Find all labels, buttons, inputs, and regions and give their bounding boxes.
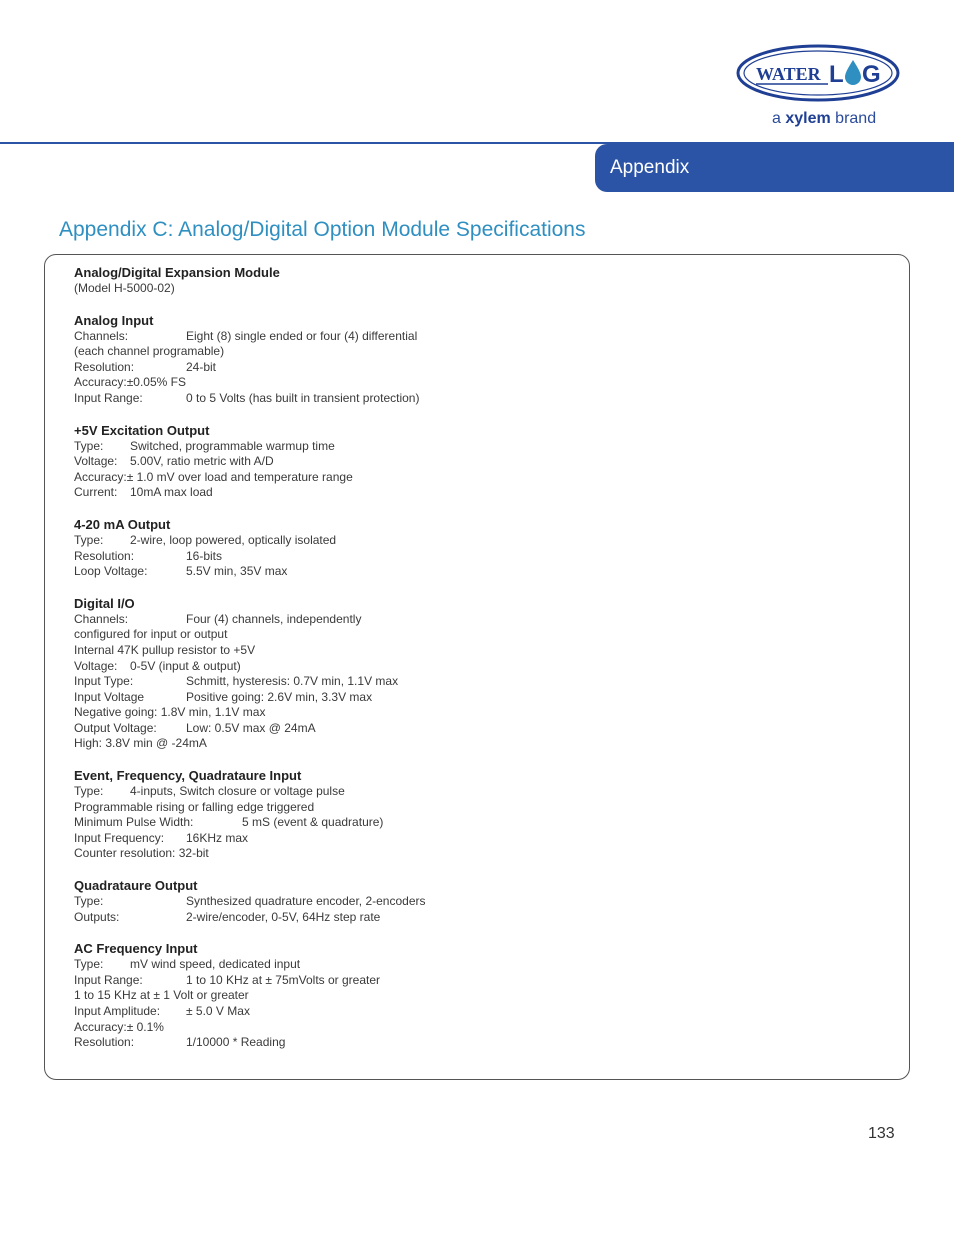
ac-input-section <box>74 941 894 1051</box>
spec-row: Loop Voltage: 5.5V min, 35V max <box>74 564 288 579</box>
ma-output-title: 4-20 mA Output <box>74 516 171 532</box>
spec-row: Voltage: 5.00V, ratio metric with A/D <box>74 454 274 469</box>
spec-row: Accuracy:± 1.0 mV over load and temperature range <box>74 469 353 484</box>
spec-row: Type: mV wind speed, dedicated input <box>74 957 301 972</box>
brand-tagline: a xylem brand <box>772 110 877 127</box>
spec-row: Current: 10mA max load <box>74 485 213 500</box>
spec-row: Minimum Pulse Width: 5 mS (event & quadrature) <box>74 815 384 830</box>
spec-row: Input Amplitude: ± 5.0 V Max <box>74 1004 250 1018</box>
spec-row: Input Range: 1 to 10 KHz at ± 75mVolts or greater <box>74 972 381 987</box>
svg-text:G: G <box>862 61 881 88</box>
spec-row: Voltage: 0-5V (input & output) <box>74 658 241 673</box>
spec-row: Type: Synthesized quadrature encoder, 2-encoders <box>74 894 426 909</box>
ma-output-section <box>74 517 894 580</box>
excitation-title: +5V Excitation Output <box>74 422 210 438</box>
spec-row: Output Voltage: Low: 0.5V max @ 24mA <box>74 720 316 735</box>
event-input-section <box>74 768 894 862</box>
spec-row: Type: 4-inputs, Switch closure or voltage pulse <box>74 784 345 799</box>
spec-row: Resolution: 16-bits <box>74 548 223 563</box>
spec-row: Resolution: 1/10000 * Reading <box>74 1035 286 1050</box>
spec-note: High: 3.8V min @ -24mA <box>74 736 207 751</box>
spec-note: Negative going: 1.8V min, 1.1V max <box>74 705 266 720</box>
section-tab: Appendix <box>595 144 954 192</box>
spec-row: Accuracy:±0.05% FS <box>74 375 186 390</box>
ac-input-title: AC Frequency Input <box>74 941 198 957</box>
analog-input-section <box>74 313 894 407</box>
excitation-section <box>74 423 894 501</box>
spec-row: Type: 2-wire, loop powered, optically isolated <box>74 532 337 547</box>
spec-note: Counter resolution: 32-bit <box>74 846 209 861</box>
spec-row: Input Type: Schmitt, hysteresis: 0.7V min, 1.1V max <box>74 674 399 689</box>
spec-content <box>74 265 894 1067</box>
page-title: Appendix C: Analog/Digital Option Module Specifications <box>59 218 586 241</box>
quad-output-title: Quadrataure Output <box>74 878 198 894</box>
digital-io-section <box>74 596 894 752</box>
spec-row: Type: Switched, programmable warmup time <box>74 438 335 453</box>
spec-row: Accuracy:± 0.1% <box>74 1019 164 1034</box>
xylem-wordmark: xylem <box>785 110 831 127</box>
module-title: Analog/Digital Expansion Module <box>74 265 280 280</box>
page-number: 133 <box>868 1125 895 1142</box>
spec-note: Programmable rising or falling edge triggered <box>74 799 315 814</box>
spec-row: Input Range: 0 to 5 Volts (has built in transient protection) <box>74 390 420 405</box>
waterlog-logo <box>736 44 900 102</box>
spec-note: 1 to 15 KHz at ± 1 Volt or greater <box>74 988 249 1003</box>
analog-input-title: Analog Input <box>74 312 154 328</box>
svg-text:WATER: WATER <box>756 64 821 84</box>
spec-row: Resolution: 24-bit <box>74 359 217 374</box>
spec-row: Input Frequency: 16KHz max <box>74 830 249 845</box>
spec-note: configured for input or output <box>74 627 228 642</box>
spec-row: Channels: Four (4) channels, independently <box>74 611 362 626</box>
spec-row: Outputs: 2-wire/encoder, 0-5V, 64Hz step rate <box>74 909 381 924</box>
module-section <box>74 265 894 297</box>
svg-text:L: L <box>829 61 844 88</box>
spec-row: Input Voltage Positive going: 2.6V min, 3.3V max <box>74 689 373 704</box>
quad-output-section <box>74 878 894 925</box>
spec-note: (each channel programable) <box>74 344 225 359</box>
digital-io-title: Digital I/O <box>74 595 135 611</box>
module-model: (Model H-5000-02) <box>74 281 175 295</box>
spec-note: Internal 47K pullup resistor to +5V <box>74 642 256 657</box>
event-input-title: Event, Frequency, Quadrataure Input <box>74 768 302 784</box>
spec-row: Channels: Eight (8) single ended or four (4) differential <box>74 328 418 343</box>
